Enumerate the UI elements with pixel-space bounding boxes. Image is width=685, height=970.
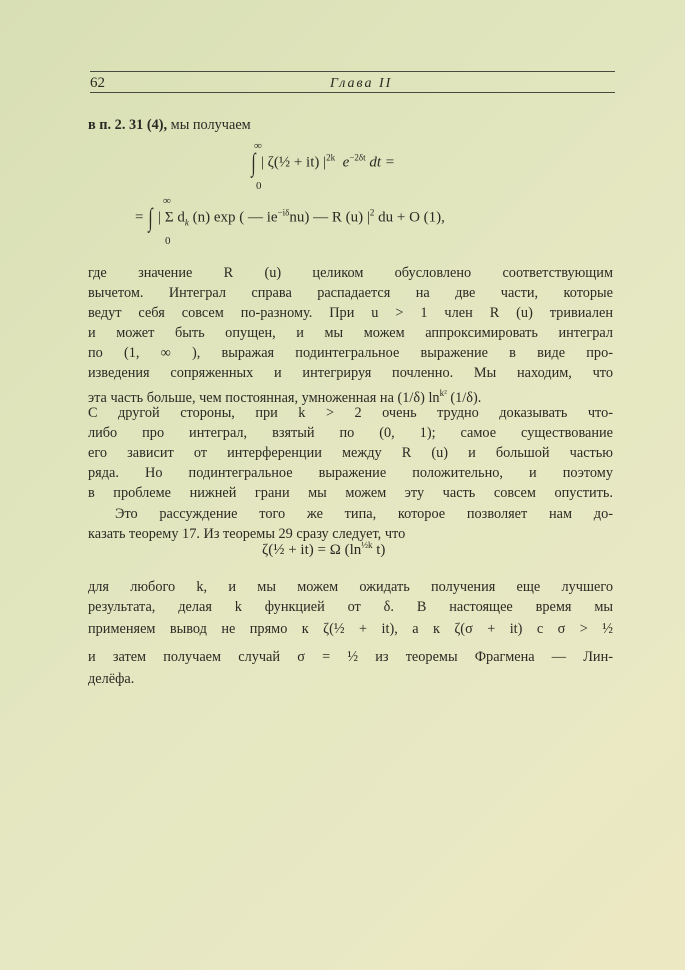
text-line: для любого k, и мы можем ожидать получения еще лучшего <box>88 579 613 595</box>
exponent: −iδ <box>277 207 290 218</box>
text-line: Это рассуждение того же типа, которое позволяет нам до- <box>115 506 613 522</box>
lower-limit: 0 <box>165 235 171 247</box>
header-rule-top <box>90 71 615 72</box>
formula-body: | ζ(½ + it) | <box>260 154 327 171</box>
formula-mid: (n) exp ( — ie <box>192 209 278 226</box>
page-number: 62 <box>90 75 105 91</box>
intro-line <box>88 116 613 134</box>
text-line: делёфа. <box>88 671 135 687</box>
upper-limit: ∞ <box>254 140 262 152</box>
text-line: его зависит от интерференции между R (u) и большой частью <box>88 445 613 461</box>
upper-limit: ∞ <box>163 195 171 207</box>
formula-rest: nu) — R (u) | <box>289 209 370 226</box>
exp-base: e <box>342 154 350 171</box>
equals-sign: = <box>135 209 144 226</box>
text-line: казать теорему 17. Из теоремы 29 сразу следует, что <box>88 526 406 542</box>
lower-limit: 0 <box>256 180 262 192</box>
formula-end: du + O (1), <box>378 209 445 226</box>
exponent: ½k <box>361 540 373 550</box>
running-head: Глава II <box>330 76 393 91</box>
exponent: k² <box>439 388 447 398</box>
integral-sign-icon: ∫ <box>148 203 153 232</box>
header-rule-bottom <box>90 92 615 93</box>
text-span: (1/δ). <box>450 389 482 406</box>
exponent: 2 <box>369 207 375 218</box>
text-line: применяем вывод не прямо к ζ(½ + it), а к ζ(σ + it) с σ > ½ <box>88 621 613 637</box>
text-line: изведения сопряженных и интегрируя почленно. Мы находим, что <box>88 365 613 381</box>
differential: dt = <box>369 154 395 171</box>
formula-omega <box>262 540 385 559</box>
text-line: вычетом. Интеграл справа распадается на две части, которые <box>88 285 613 301</box>
text-line: результата, делая k функцией от δ. В настоящее время мы <box>88 599 613 615</box>
integral-sign-icon: ∫ <box>251 148 256 177</box>
text-line: где значение R (u) целиком обусловлено соответствующим <box>88 265 613 281</box>
subscript: k <box>184 217 189 228</box>
text-line: либо про интеграл, взятый по (0, 1); самое существование <box>88 425 613 441</box>
text-span: эта часть больше, чем постоянная, умноженная на (1/δ) ln <box>88 389 440 406</box>
text-line: и затем получаем случай σ = ½ из теоремы Фрагмена — Лин- <box>88 649 613 665</box>
formula-lhs: ζ(½ + it) = Ω (ln <box>262 542 362 558</box>
formula-body: | Σ d <box>158 209 185 226</box>
intro-text: мы получаем <box>170 117 251 133</box>
exp-power: −2δt <box>349 152 366 163</box>
text-line: по (1, ∞ ), выражая подинтегральное выражение в виде про- <box>88 345 613 361</box>
formula-rhs: t) <box>376 542 386 558</box>
text-line: ведут себя совсем по-разному. При u > 1 член R (u) тривиален <box>88 305 613 321</box>
text-line: и может быть опущен, и мы можем аппроксимировать интеграл <box>88 325 613 341</box>
text-line: в проблеме нижней грани мы можем эту часть совсем опустить. <box>88 485 613 501</box>
text-line: ряда. Но подинтегральное выражение положительно, и поэтому <box>88 465 613 481</box>
exponent: 2k <box>326 152 336 163</box>
text-line: С другой стороны, при k > 2 очень трудно доказывать что- <box>88 405 613 421</box>
section-reference: в п. 2. 31 (4), <box>88 117 168 133</box>
